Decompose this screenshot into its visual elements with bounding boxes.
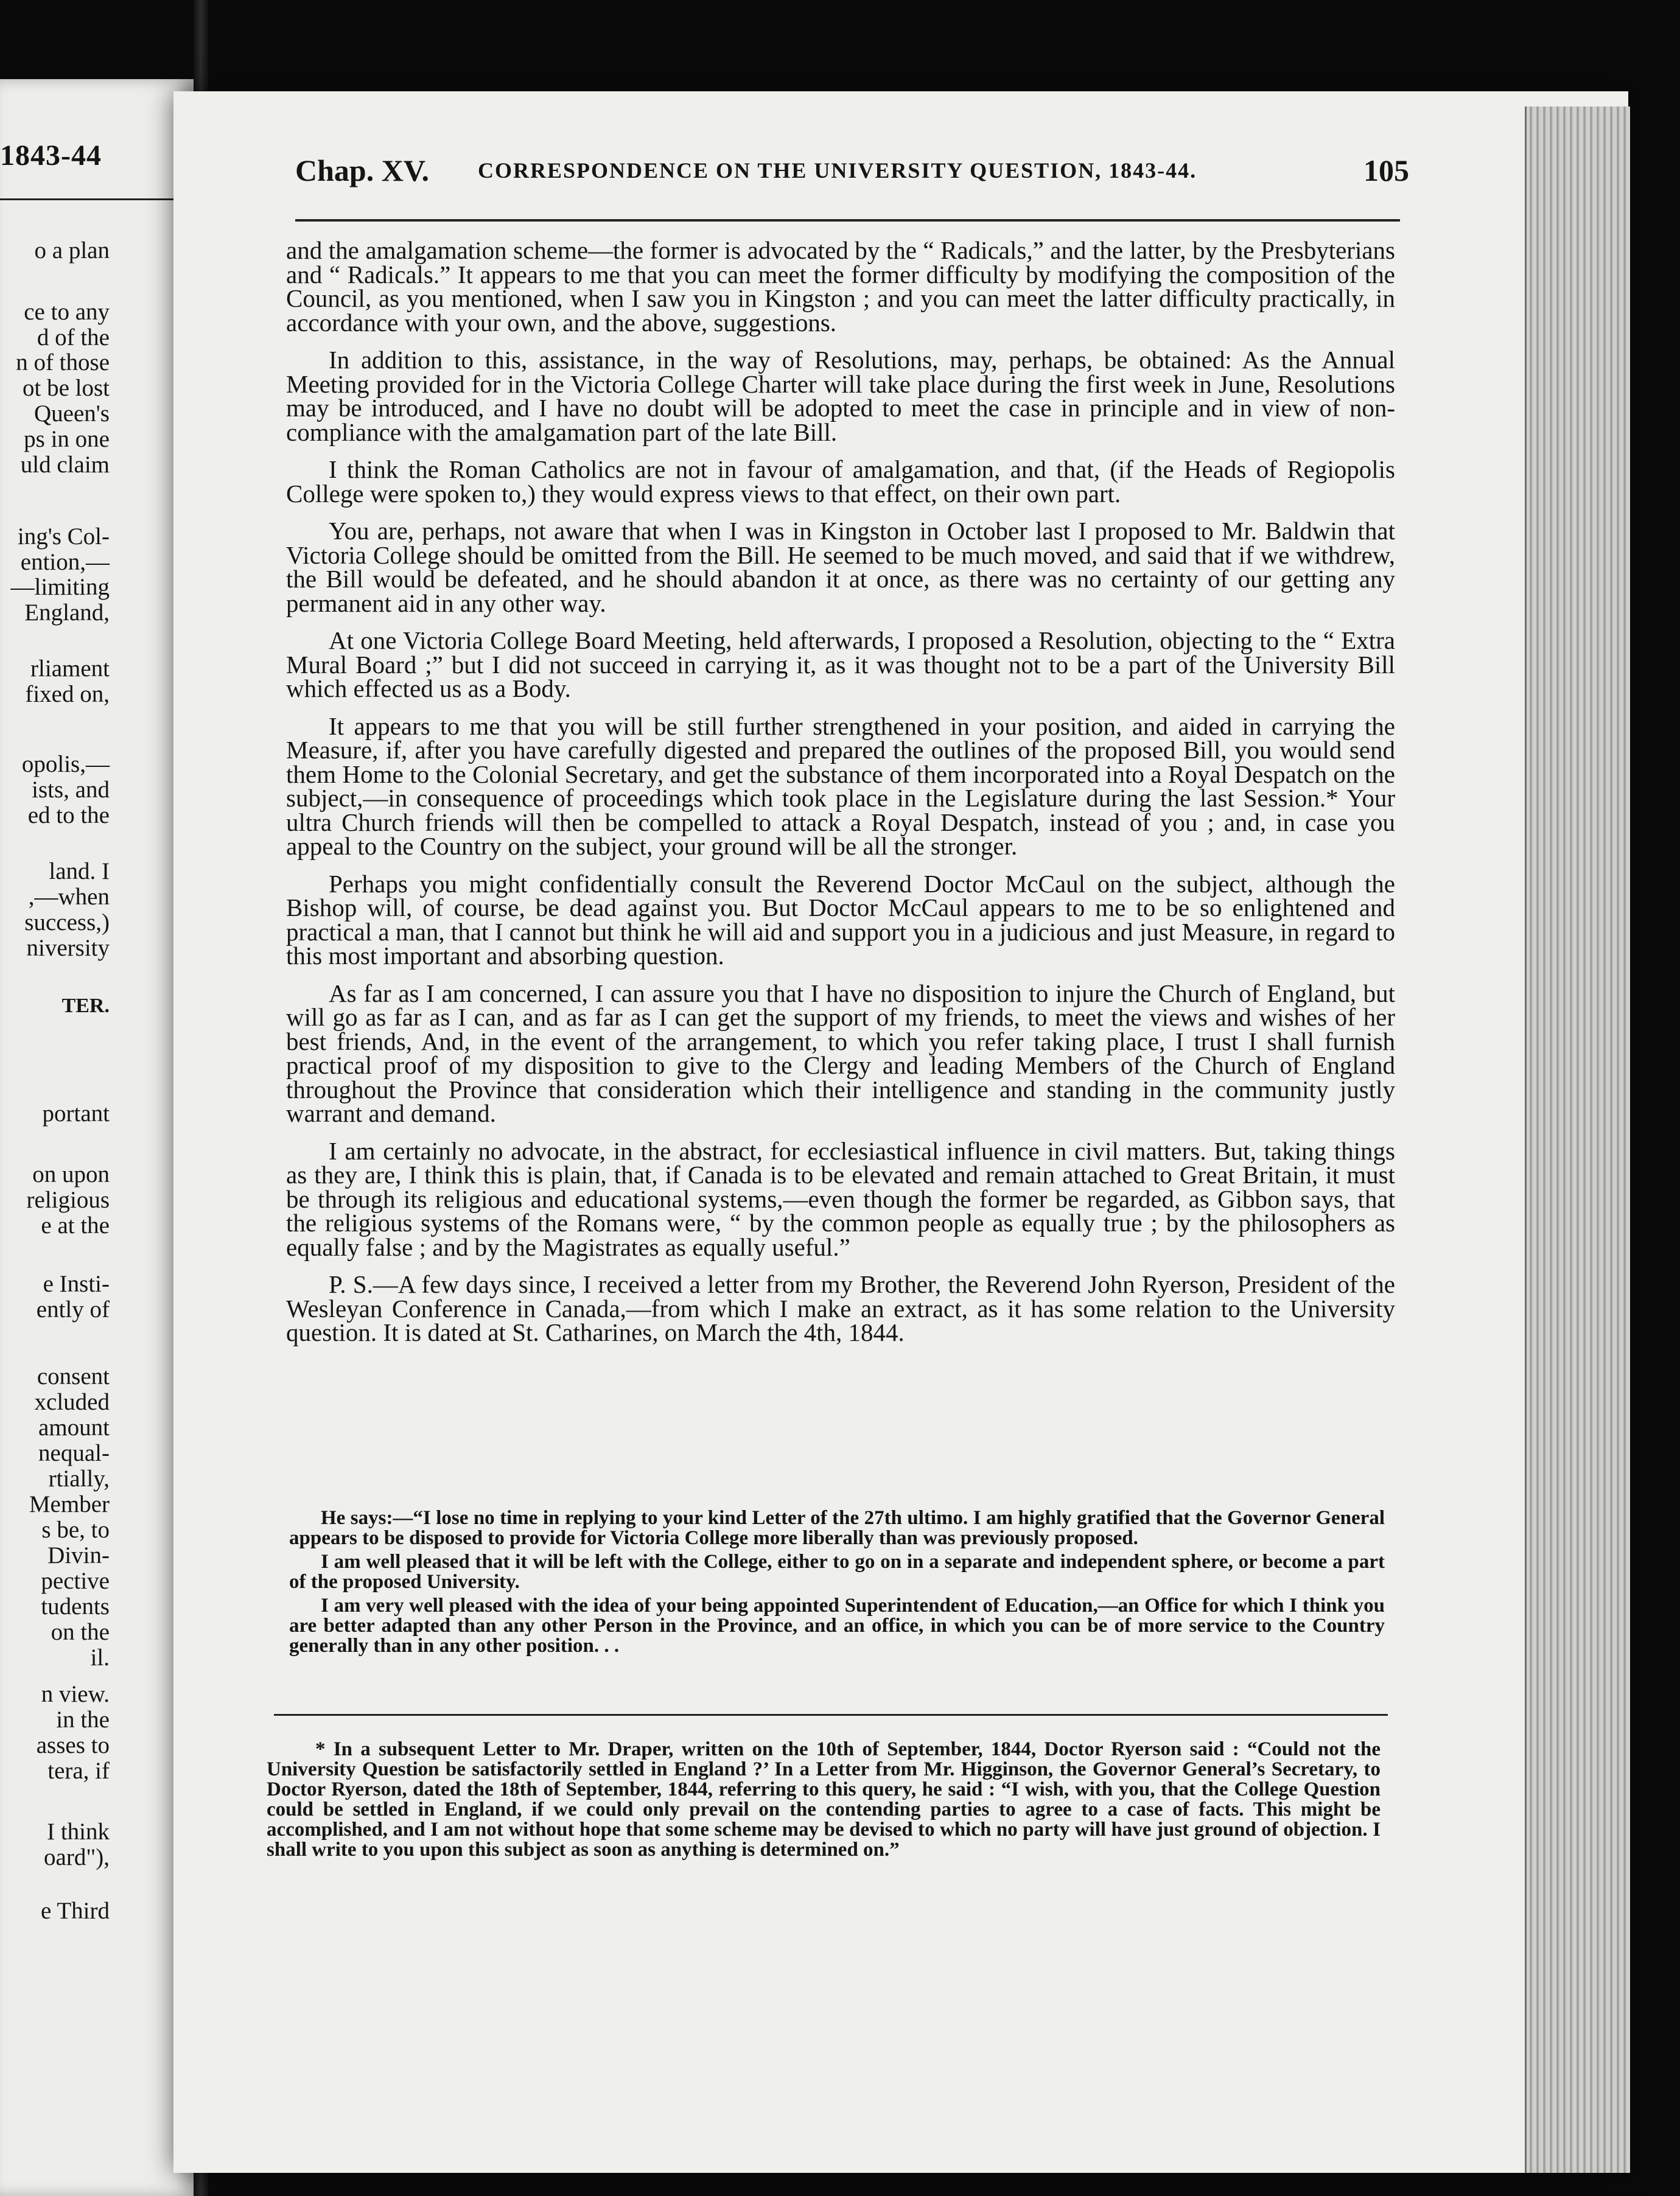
header-rule xyxy=(295,219,1400,222)
left-page-line: ently of xyxy=(36,1296,110,1323)
left-page-line: on upon xyxy=(32,1161,110,1187)
left-page-line: amount xyxy=(38,1414,110,1441)
running-title: CORRESPONDENCE ON THE UNIVERSITY QUESTION, 1843-44. xyxy=(478,158,1197,183)
left-page-line: consent xyxy=(37,1363,110,1390)
left-page-fragment xyxy=(0,79,194,2196)
left-page-line: ,—when xyxy=(28,884,110,910)
paragraph: It appears to me that you will be still further strengthened in your position, and aided in carrying the Measure, if, after you have carefully digested and prepared the outlines of the proposed Bill, you would send them Home to the Colonial Secretary, and get the substance of them incorporated into a Royal Despatch on the subject,—in consequence of proceedings which took place in the Legislature during the last Session.* Your ultra Church friends will then be compelled to attack a Royal Despatch, instead of you ; and, in case you appeal to the Country on the subject, your ground will be all the stronger. xyxy=(286,712,1395,860)
left-page-line: asses to xyxy=(36,1732,110,1758)
left-page-line: o a plan xyxy=(34,237,110,264)
left-page-line: uld claim xyxy=(20,452,110,478)
left-page-line: pective xyxy=(41,1568,110,1594)
left-page-line: e Third xyxy=(40,1898,110,1924)
left-page-line: portant xyxy=(42,1100,110,1127)
paragraph: At one Victoria College Board Meeting, held afterwards, I proposed a Resolution, objecting to the “ Extra Mural Board ;” but I did not succeed in carrying it, as it was thought not to be a part of the University Bill which effected us as a Body. xyxy=(286,626,1395,702)
page-number: 105 xyxy=(1363,153,1409,187)
postscript: P. S.—A few days since, I received a letter from my Brother, the Reverend John Ryerson, President of the Wesleyan Conference in Canada,—from which I make an extract, as it has some relation to the University question. It is dated at St. Catharines, on March the 4th, 1844. xyxy=(286,1270,1395,1346)
left-page-line: e Insti- xyxy=(43,1271,110,1297)
quote-paragraph: I am well pleased that it will be left with the College, either to go on in a separate and independent sphere, or become a part of the proposed University. xyxy=(289,1551,1385,1593)
left-page-header: 1843-44 xyxy=(0,139,102,172)
letter-body xyxy=(286,236,1395,1359)
left-page-line: Divin- xyxy=(47,1542,110,1568)
left-page-line: success,) xyxy=(24,909,110,935)
running-head xyxy=(295,146,1409,195)
left-page-line: nequal- xyxy=(38,1440,110,1466)
left-page-line: I think xyxy=(47,1819,110,1845)
left-page-line: fixed on, xyxy=(25,681,110,707)
left-page-line: ot be lost xyxy=(23,375,110,401)
paragraph: In addition to this, assistance, in the way of Resolutions, may, perhaps, be obtained: As the Annual Meeting provided for in the Victoria College Charter will take place during the first week in June, Resolutions may be introduced, and I have no doubt will be adopted to meet the case in principle and in view of non-compliance with the amalgamation part of the late Bill. xyxy=(286,346,1395,446)
quote-paragraph: I am very well pleased with the idea of your being appointed Superintendent of Education,—an Office for which I think you are better adapted than any other Person in the Province, and an office, in which you can be of more service to the Country generally than in any other position. . . xyxy=(289,1595,1385,1657)
left-page-line: land. I xyxy=(49,858,110,884)
left-page-line: niversity xyxy=(26,935,110,961)
quoted-letter xyxy=(289,1508,1385,1660)
paragraph: I am certainly no advocate, in the abstract, for ecclesiastical influence in civil matters. But, taking things as they are, I think this is plain, that, if Canada is to be elevated and remain attached to Great Britain, it must be through its religious and educational systems,—even though the former be regarded, as Gibbon says, that the religious systems of the Romans were, “ by the common people as equally true ; by the philosophers as equally false ; and by the Magistrates as equally useful.” xyxy=(286,1136,1395,1261)
left-page-line: ps in one xyxy=(24,426,110,452)
paragraph: As far as I am concerned, I can assure you that I have no disposition to injure the Church of England, but will go as far as I can, and as far as I can get the support of my friends, to meet the views and wishes of her best friends, And, in the event of the arrangement, to which you refer taking place, I trust I shall furnish practical proof of my disposition to give to the Clergy and leading Members of the Church of England throughout the Province that consideration which their intelligence and standing in the community justly warrant and demand. xyxy=(286,979,1395,1127)
left-page-line: rliament xyxy=(30,656,110,682)
page-edges xyxy=(1525,107,1630,2173)
left-page-line: opolis,— xyxy=(21,751,110,777)
left-page-line: xcluded xyxy=(34,1389,110,1415)
chapter-label: Chap. XV. xyxy=(295,153,429,187)
left-page-line: rtially, xyxy=(48,1466,110,1492)
left-page-line: ed to the xyxy=(27,802,110,828)
left-page-line: tera, if xyxy=(47,1758,110,1784)
quote-paragraph: He says:—“I lose no time in replying to your kind Letter of the 27th ultimo. I am highly gratified that the Governor General appears to be disposed to provide for Victoria College more liberally than was previously proposed. xyxy=(289,1507,1385,1549)
paragraph: I think the Roman Catholics are not in favour of amalgamation, and that, (if the Heads of Regiopolis College were spoken to,) they would express views to that effect, on their own part. xyxy=(286,455,1395,508)
left-page-line: oard"), xyxy=(44,1844,110,1870)
left-page-line: s be, to xyxy=(41,1517,110,1543)
left-page-line: on the xyxy=(51,1619,110,1645)
left-page-line: in the xyxy=(56,1707,110,1733)
footnote: * In a subsequent Letter to Mr. Draper, written on the 10th of September, 1844, Doctor Ryerson said : “Could not the University Question be satisfactorily settled in England ?’ In a Letter from Mr. Higginson, the Governor General’s Secretary, to Doctor Ryerson, dated the 18th of September, 1844, referring to this query, he said : “I wish, with you, that the College Question could be settled in England, if we could only prevail on the contending parties to agree to a case of facts. This might be accomplished, and I am not without hope that some scheme may be devised to which no party will have just ground of objection. I shall write to you upon this subject as soon as anything is determined on.” xyxy=(267,1738,1381,1861)
left-page-line: ention,— xyxy=(20,549,110,575)
left-page-line: tudents xyxy=(41,1593,110,1620)
left-page-line: Member xyxy=(29,1491,110,1517)
left-header-rule xyxy=(0,198,194,200)
paragraph: and the amalgamation scheme—the former is advocated by the “ Radicals,” and the latter, by the Presbyterians and “ Radicals.” It appears to me that you can meet the former difficulty by modifying the composition of the Council, as you mentioned, when I saw you in Kingston ; and you can meet the latter difficulty practically, in accordance with your own, and the above, suggestions. xyxy=(286,236,1395,337)
left-page-line: n of those xyxy=(16,349,110,376)
left-page-line: ce to any xyxy=(24,299,110,325)
left-page-line: religious xyxy=(26,1187,110,1213)
left-page-line: —limiting xyxy=(10,574,110,600)
left-page-line: England, xyxy=(24,600,110,626)
left-page-line: il. xyxy=(90,1645,110,1671)
left-page-line: TER. xyxy=(61,995,110,1017)
left-page-line: ing's Col- xyxy=(17,523,110,550)
left-page-line: n view. xyxy=(41,1681,110,1707)
left-page-line: d of the xyxy=(37,324,110,351)
footnote-rule xyxy=(274,1714,1388,1716)
left-page-line: ists, and xyxy=(32,777,110,803)
left-page-line: Queen's xyxy=(34,400,110,427)
left-page-line: e at the xyxy=(41,1212,110,1239)
paragraph: You are, perhaps, not aware that when I was in Kingston in October last I proposed to Mr. Baldwin that Victoria College should be omitted from the Bill. He seemed to be much moved, and said that if we withdrew, the Bill would be defeated, and he should abandon it at once, as there was no certainty of our getting any permanent aid in any other way. xyxy=(286,517,1395,617)
paragraph: Perhaps you might confidentially consult the Reverend Doctor McCaul on the subject, although the Bishop will, of course, be dead against you. But Doctor McCaul appears to me to be so enlightened and practical a man, that I cannot but think he will aid and support you in a judicious and just Measure, in regard to this most important and absorbing question. xyxy=(286,869,1395,970)
